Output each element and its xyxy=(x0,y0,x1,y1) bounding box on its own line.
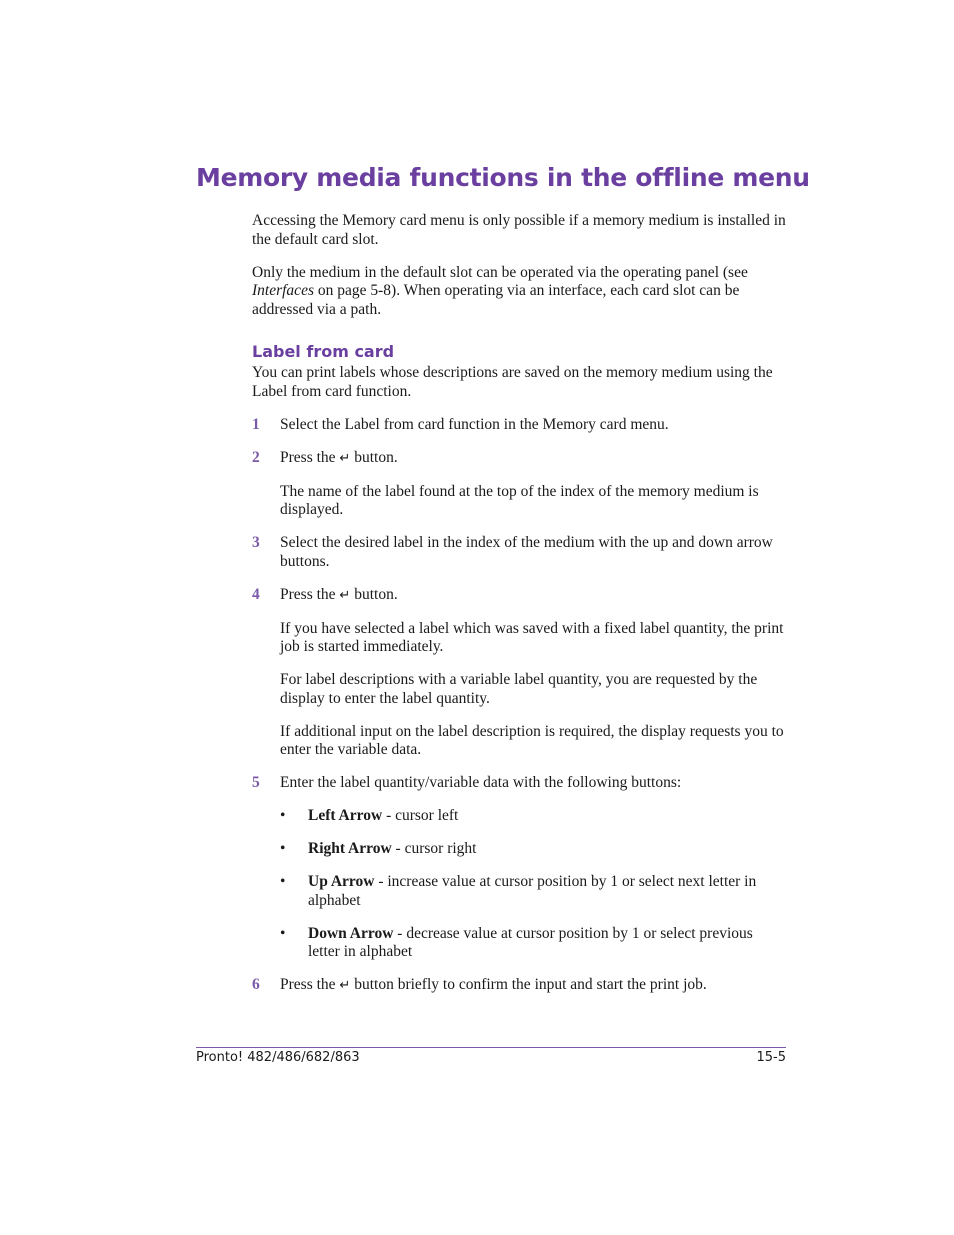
step-number: 5 xyxy=(252,774,260,791)
step-number: 2 xyxy=(252,448,260,466)
bullet-up-arrow xyxy=(252,873,788,910)
enter-key-icon: ↵ xyxy=(339,587,351,603)
step-text: Press the xyxy=(280,976,340,993)
bullet-desc: - cursor right xyxy=(391,840,477,857)
step-3 xyxy=(252,534,788,571)
bullet-desc: - increase value at cursor position by 1 or select next letter in alphabet xyxy=(308,873,757,909)
page-title: Memory media functions in the offline menu xyxy=(196,163,810,192)
step-text: Select the Label from card function in the Memory card menu. xyxy=(280,415,669,433)
bullet-desc: - cursor left xyxy=(382,807,459,824)
bullet-term: Right Arrow xyxy=(308,840,392,857)
step-4 xyxy=(252,586,788,606)
paragraph-text: on page 5-8). When operating via an interface, each card slot can be addressed via a path. xyxy=(252,282,740,318)
step-text: button. xyxy=(350,448,398,466)
bullet-desc: - decrease value at cursor position by 1 or select previous letter in alphabet xyxy=(308,924,753,960)
step-2 xyxy=(252,449,788,469)
page-body xyxy=(252,212,788,1010)
bullet-dot-icon: • xyxy=(280,807,286,824)
footer-product-name: Pronto! 482/486/682/863 xyxy=(196,1050,360,1065)
step-number: 6 xyxy=(252,976,260,993)
bullet-dot-icon: • xyxy=(280,840,286,857)
step-4-note-variable-quantity: For label descriptions with a variable label quantity, you are requested by the display to enter the label quantity. xyxy=(280,671,758,707)
step-number: 4 xyxy=(252,585,260,603)
step-1 xyxy=(252,416,788,435)
section-heading: Label from card xyxy=(252,342,395,361)
step-number: 1 xyxy=(252,415,260,433)
step-5 xyxy=(252,774,788,793)
paragraph-default-slot xyxy=(252,264,788,320)
bullet-dot-icon: • xyxy=(280,873,286,890)
enter-key-icon: ↵ xyxy=(339,450,351,466)
bullet-right-arrow xyxy=(252,840,788,859)
footer-divider xyxy=(196,1047,786,1048)
enter-key-icon: ↵ xyxy=(339,978,351,993)
step-text: Enter the label quantity/variable data with the following buttons: xyxy=(280,774,682,791)
interfaces-reference-link: Interfaces xyxy=(252,282,314,299)
step-2-note: The name of the label found at the top of the index of the memory medium is displayed. xyxy=(280,482,759,518)
step-text: Press the xyxy=(280,585,340,603)
section-intro: You can print labels whose descriptions are saved on the memory medium using the Label from card function. xyxy=(252,364,773,400)
step-text: Press the xyxy=(280,448,340,466)
footer-page-number: 15-5 xyxy=(756,1050,786,1065)
step-4-note-fixed-quantity: If you have selected a label which was saved with a fixed label quantity, the print job is started immediately. xyxy=(280,619,784,655)
bullet-dot-icon: • xyxy=(280,924,286,942)
step-6 xyxy=(252,976,788,996)
step-text: button briefly to confirm the input and start the print job. xyxy=(350,976,707,993)
step-4-note-variable-data: If additional input on the label description is required, the display requests you to enter the variable data. xyxy=(280,722,784,758)
bullet-term: Up Arrow xyxy=(308,873,375,890)
step-text: button. xyxy=(350,585,398,603)
paragraph-memory-card-access: Accessing the Memory card menu is only possible if a memory medium is installed in the default card slot. xyxy=(252,212,786,248)
step-number: 3 xyxy=(252,534,260,551)
bullet-down-arrow xyxy=(252,925,788,962)
step-text: Select the desired label in the index of the medium with the up and down arrow buttons. xyxy=(280,534,773,570)
bullet-left-arrow xyxy=(252,807,788,826)
bullet-term: Left Arrow xyxy=(308,807,383,824)
paragraph-text: Only the medium in the default slot can be operated via the operating panel (see xyxy=(252,263,748,281)
bullet-term: Down Arrow xyxy=(308,924,394,942)
